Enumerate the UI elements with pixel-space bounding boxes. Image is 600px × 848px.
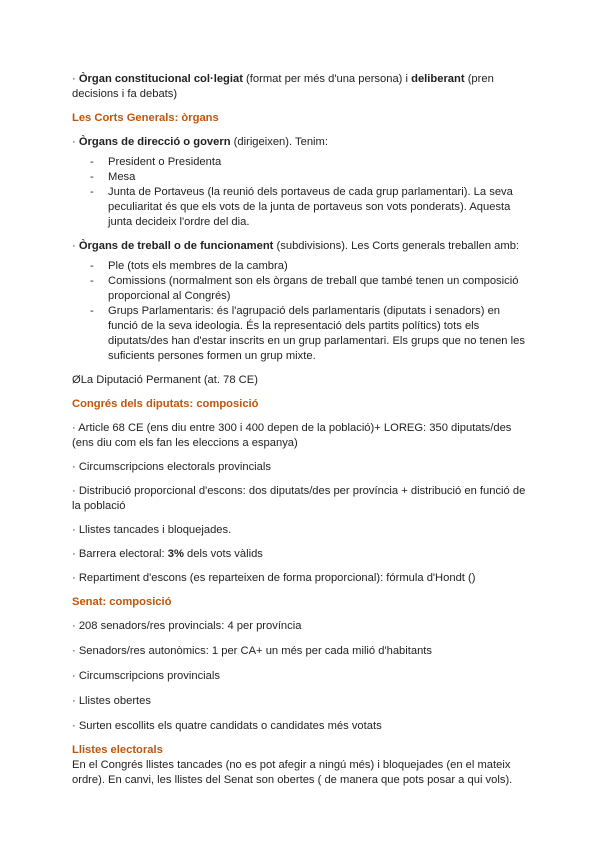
dash-marker: -: [90, 260, 94, 272]
treball-paragraph: [72, 239, 530, 254]
intro-rest-text: (pren decisions i fa debats): [72, 73, 494, 100]
list-item-text: President o Presidenta: [108, 156, 222, 168]
bullet-dot: ·: [72, 240, 79, 252]
list-item: [72, 185, 530, 230]
barrera-post-text: dels vots vàlids: [183, 548, 263, 560]
direccio-bold-term: Òrgans de direcció o govern: [78, 136, 231, 148]
list-item: [72, 259, 530, 274]
treball-rest-text: (subdivisions). Les Corts generals treballen amb:: [273, 240, 520, 252]
list-item-text: Ple (tots els membres de la cambra): [108, 260, 288, 272]
list-item: [72, 274, 530, 304]
bullet-dot: ·: [72, 136, 79, 148]
dash-marker: -: [90, 305, 94, 317]
treball-bold-term: Òrgans de treball o de funcionament: [78, 240, 274, 252]
senat-item: · Senadors/res autonòmics: 1 per CA+ un més per cada milió d'habitants: [72, 645, 433, 657]
llistes-paragraph: En el Congrés llistes tancades (no es pot afegir a ningú més) i bloquejades (en el mateix ordre). En canvi, les llistes del Senat son obertes ( de manera que pots posar a qui vols).: [72, 759, 513, 786]
section-heading-congres: Congrés dels diputats: composició: [72, 398, 259, 410]
section-heading-senat: Senat: composició: [72, 596, 172, 608]
list-item-text: Junta de Portaveus (la reunió dels portaveus de cada grup parlamentari). La seva peculiaritat és que els vots de la junta de portaveus son vots ponderats). Aquesta junta decideix l'ordre del dia.: [108, 186, 513, 228]
congres-item: · Circumscripcions electorals provincials: [72, 461, 271, 473]
diputacio-line: ØLa Diputació Permanent (at. 78 CE): [72, 374, 258, 386]
list-item-text: Grups Parlamentaris: és l'agrupació dels parlamentaris (diputats i senadors) en funció de la seva ideologia. És la representació dels partits polítics) tots els diputats/des han d'estar inscrits en un grup parlamentari. Els grups que no tenen les suficients persones formen un grup mixte.: [108, 305, 525, 362]
dash-marker: -: [90, 171, 94, 183]
senat-item: · Llistes obertes: [72, 695, 151, 707]
dash-marker: -: [90, 275, 94, 287]
congres-item: · Distribució proporcional d'escons: dos diputats/des per província + distribució en funció de la població: [72, 485, 526, 512]
dash-marker: -: [90, 186, 94, 198]
section-heading-llistes: Llistes electorals: [72, 744, 163, 756]
senat-item: · Surten escollits els quatre candidats o candidates més votats: [72, 720, 382, 732]
senat-item: · Circumscripcions provincials: [72, 670, 220, 682]
intro-bold-term-2: deliberant: [411, 73, 465, 85]
intro-mid-text: (format per més d'una persona) i: [242, 73, 412, 85]
barrera-percentage: 3%: [167, 548, 184, 560]
congres-barrera: [72, 547, 530, 562]
list-item-text: Comissions (normalment son els òrgans de treball que també tenen un composició proporcional al Congrés): [108, 275, 519, 302]
direccio-rest-text: (dirigeixen). Tenim:: [230, 136, 328, 148]
treball-list: [72, 259, 530, 364]
list-item: [72, 155, 530, 170]
section-heading-corts: Les Corts Generals: òrgans: [72, 112, 219, 124]
dash-marker: -: [90, 156, 94, 168]
list-item: [72, 304, 530, 364]
intro-paragraph: [72, 72, 530, 102]
congres-repartiment: · Repartiment d'escons (es reparteixen de forma proporcional): fórmula d'Hondt (): [72, 572, 476, 584]
congres-item: · Llistes tancades i bloquejades.: [72, 524, 232, 536]
barrera-pre-text: · Barrera electoral:: [72, 548, 168, 560]
direccio-list: [72, 155, 530, 230]
senat-item: · 208 senadors/res provincials: 4 per província: [72, 620, 302, 632]
document-page: [72, 72, 530, 788]
congres-item: · Article 68 CE (ens diu entre 300 i 400 depen de la població)+ LOREG: 350 diputats/des (ens diu com els fan les eleccions a espanya): [72, 422, 512, 449]
list-item: [72, 170, 530, 185]
intro-bold-term: Òrgan constitucional col·legiat: [78, 73, 243, 85]
bullet-dot: ·: [72, 73, 79, 85]
list-item-text: Mesa: [108, 171, 136, 183]
direccio-paragraph: [72, 135, 530, 150]
